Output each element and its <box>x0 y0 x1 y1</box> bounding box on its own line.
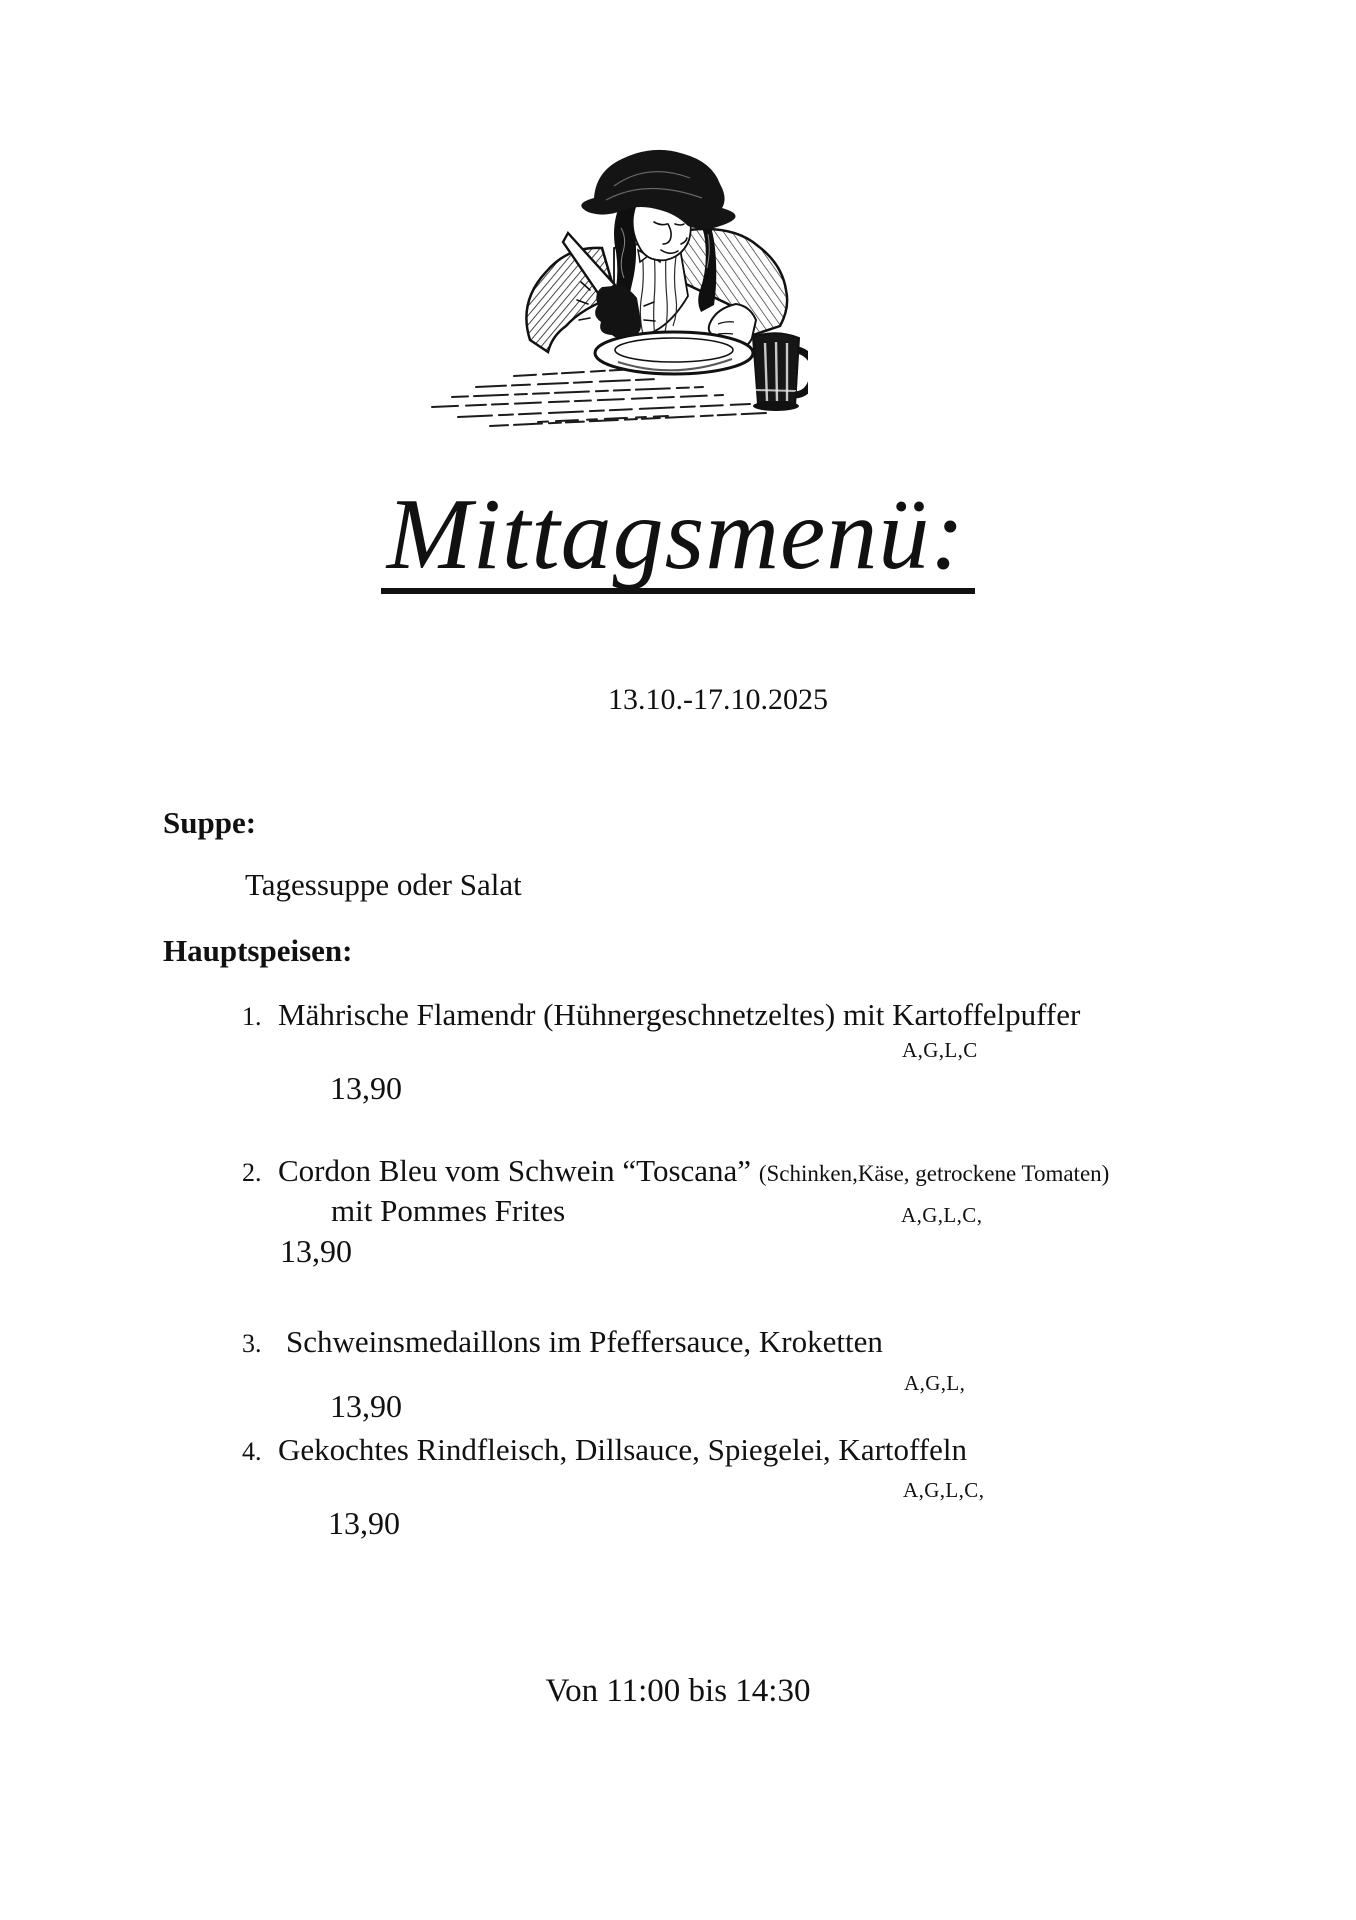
item-4-name: Gekochtes Rindfleisch, Dillsauce, Spiegelei, Kartoffeln <box>278 1432 967 1467</box>
menu-item-3-line <box>242 1323 883 1360</box>
item-3-price: 13,90 <box>330 1388 402 1424</box>
item-2-note: (Schinken,Käse, getrockene Tomaten) <box>758 1161 1110 1186</box>
item-3-allergens: A,G,L, <box>904 1371 966 1395</box>
item-2-name: Cordon Bleu vom Schwein “Toscana” <box>278 1153 752 1188</box>
menu-item-2-line <box>242 1152 1109 1189</box>
item-1-price: 13,90 <box>330 1070 402 1106</box>
item-3-number: 3. <box>242 1329 262 1358</box>
mains-heading: Hauptspeisen: <box>163 933 353 968</box>
menu-item-4-line <box>242 1431 967 1468</box>
menu-illustration <box>418 138 808 430</box>
item-3-name: Schweinsmedaillons im Pfeffersauce, Kroketten <box>286 1324 883 1359</box>
item-2-number: 2. <box>242 1158 262 1187</box>
item-1-allergens: A,G,L,C <box>902 1038 978 1062</box>
menu-date-range: 13.10.-17.10.2025 <box>608 683 828 716</box>
item-1-name: Mährische Flamendr (Hühnergeschnetzeltes) mit Kartoffelpuffer <box>278 997 1081 1032</box>
item-2-price: 13,90 <box>280 1233 352 1269</box>
soup-item: Tagessuppe oder Salat <box>245 867 522 902</box>
item-4-number: 4. <box>242 1437 262 1466</box>
page-title-text: Mittagsmenü: <box>381 488 976 594</box>
soup-heading: Suppe: <box>163 805 257 840</box>
menu-item-1-line <box>242 996 1080 1033</box>
boy-at-table-engraving-icon <box>418 138 808 430</box>
item-1-number: 1. <box>242 1002 262 1031</box>
item-2-allergens: A,G,L,C, <box>901 1203 983 1227</box>
item-4-price: 13,90 <box>328 1505 400 1541</box>
item-4-allergens: A,G,L,C, <box>903 1478 985 1502</box>
page-title <box>0 478 1356 594</box>
serving-hours: Von 11:00 bis 14:30 <box>545 1673 811 1709</box>
item-2-line2: mit Pommes Frites <box>331 1193 566 1228</box>
